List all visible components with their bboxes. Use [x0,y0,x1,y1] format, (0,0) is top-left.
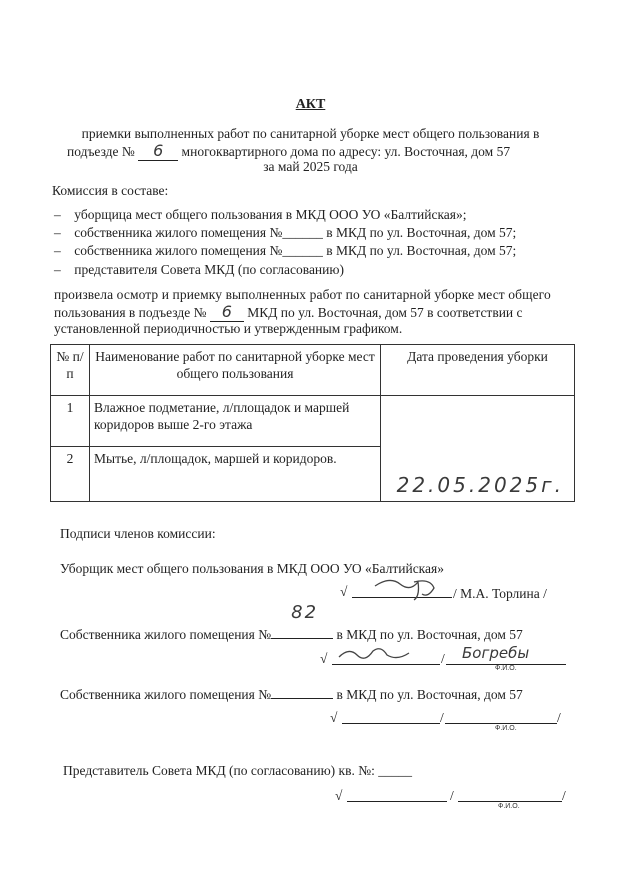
commission-member-4: – представителя Совета МКД (по согласованию) [54,262,344,277]
owner1-line [60,602,523,643]
works-table [50,344,575,502]
owner2-sign-line [342,723,440,724]
owner1-sign-check: √ [320,651,328,666]
owner2-line [60,684,523,703]
rep-sign-check: √ [335,788,343,803]
owner2-sign-check: √ [330,710,338,725]
document-title: АКТ [295,97,326,112]
owner2-label: Собственника жилого помещения № [60,687,272,702]
paragraph-line-3: установленной периодичностью и утвержденным графиком. [54,321,403,336]
subtitle-period: за май 2025 года [263,159,358,174]
header-work-name: Наименование работ по санитарной уборке мест общего пользования [90,345,381,396]
member-text: собственника жилого помещения №______ в МКД по ул. Восточная, дом 57; [74,243,517,258]
entrance-number-handwritten: 6 [153,141,164,160]
member-text: представителя Совета МКД (по согласованию) [74,262,344,277]
member-text: уборщица мест общего пользования в МКД ООО УО «Балтийская»; [74,207,467,222]
signatures-label: Подписи членов комиссии: [60,526,216,541]
owner2-end-slash: / [557,710,561,725]
owner1-slash: / [441,651,445,666]
subtitle-entrance-label: подъезде № [67,144,135,159]
owner1-apartment-field [271,602,333,639]
owner2-apartment-field [271,684,333,699]
header-num: № п/п [51,345,90,396]
paragraph-line-1: произвела осмотр и приемку выполненных работ по санитарной уборке мест общего [54,287,551,302]
commission-label: Комиссия в составе: [52,183,169,198]
cleaner-signature-image [370,574,450,604]
header-date: Дата проведения уборки [381,345,575,396]
rep-slash: / [450,788,454,803]
subtitle-address: многоквартирного дома по адресу: ул. Восточная, дом 57 [181,144,511,159]
paragraph-entrance-handwritten: 6 [221,302,232,321]
subtitle-line-1: приемки выполненных работ по санитарной уборке мест общего пользования в [81,126,540,141]
paragraph-entrance-label: пользования в подъезде № [54,305,207,320]
owner1-fio-caption: Ф.И.О. [495,665,517,672]
row-work-name: Влажное подметание, л/площадок и маршей коридоров выше 2-го этажа [90,396,381,447]
row-num: 1 [51,396,90,447]
owner1-apartment-handwritten: 82 [291,602,319,623]
cleaner-sign-check: √ [340,584,348,599]
paragraph-address: МКД по ул. Восточная, дом 57 в соответствии с [247,305,523,320]
owner1-signature-image [335,643,415,667]
owner2-address: в МКД по ул. Восточная, дом 57 [336,687,523,702]
handwritten-date: 22.05.2025г. [396,473,564,497]
table-row [51,396,575,447]
rep-end-slash: / [562,788,566,803]
rep-fio-line [458,801,562,802]
owner2-slash: / [440,710,444,725]
row-work-name: Мытье, л/площадок, маршей и коридоров. [90,447,381,502]
commission-member-3: – собственника жилого помещения №______ в МКД по ул. Восточная, дом 57; [54,243,517,258]
owner1-fio-handwritten: Богребы [462,644,530,662]
cleaner-name: / М.А. Торлина / [453,586,547,601]
owner1-label: Собственника жилого помещения № [60,627,272,642]
owner2-fio-caption: Ф.И.О. [495,725,517,732]
row-num: 2 [51,447,90,502]
owner1-address: в МКД по ул. Восточная, дом 57 [336,627,523,642]
commission-member-2: – собственника жилого помещения №______ в МКД по ул. Восточная, дом 57; [54,225,517,240]
cleaner-line: Уборщик мест общего пользования в МКД ООО УО «Балтийская» [60,561,444,576]
owner2-fio-line [445,723,557,724]
member-text: собственника жилого помещения №______ в МКД по ул. Восточная, дом 57; [74,225,517,240]
date-cell [381,396,575,502]
rep-sign-line [347,801,447,802]
rep-fio-caption: Ф.И.О. [498,803,520,810]
representative-line: Представитель Совета МКД (по согласованию) кв. №: _____ [63,763,412,778]
table-header-row [51,345,575,396]
commission-member-1: – уборщица мест общего пользования в МКД ООО УО «Балтийская»; [54,207,467,222]
